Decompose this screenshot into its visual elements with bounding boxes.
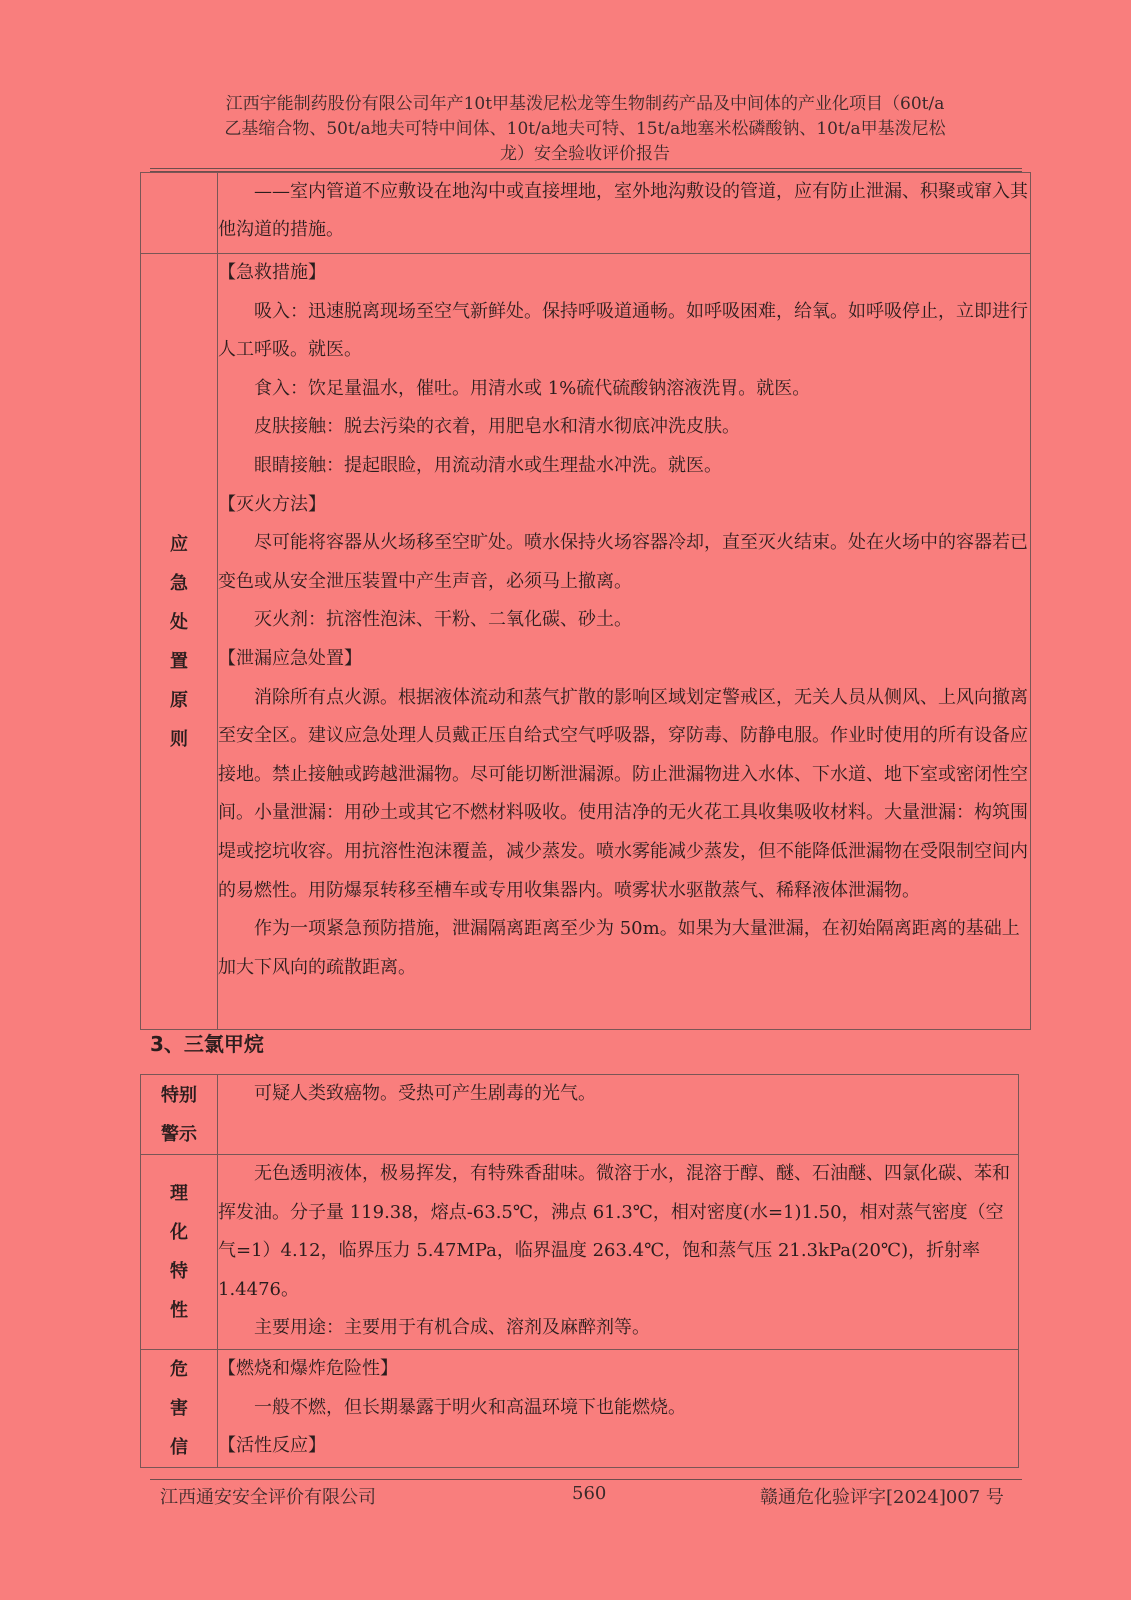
table-row [141,1350,1019,1468]
chloroform-table [140,1074,1019,1468]
header-line-3: 龙）安全验收评价报告 [500,144,670,164]
header-rule [150,168,1022,169]
section-title: 3、三氯甲烷 [150,1032,264,1056]
emergency-content [218,254,1031,1030]
fire-agent-text: 灭火剂：抗溶性泡沫、干粉、二氧化碳、砂土。 [254,609,632,631]
empty-label-cell [141,173,218,254]
warning-text: 可疑人类致癌物。受热可产生剧毒的光气。 [254,1083,596,1104]
leak-text: 消除所有点火源。根据液体流动和蒸气扩散的影响区域划定警戒区，无关人员从侧风、上风向撤离至安全区。建议应急处理人员戴正压自给式空气呼吸器，穿防毒、防静电服。作业时使用的所有设备应接地。禁止接触或跨越泄漏物。尽可能切断泄漏源。防止泄漏物进入水体、下水道、地下室或密闭性空间。小量泄漏：用砂土或其它不燃材料吸收。使用洁净的无火花工具收集吸收材料。大量泄漏：构筑围堤或挖坑收容。用抗溶性泡沫覆盖，减少蒸发。喷水雾能减少蒸发，但不能降低泄漏物在受限制空间内的易燃性。用防爆泵转移至槽车或专用收集器内。喷雾状水驱散蒸气、稀释液体泄漏物。 [218,686,1028,901]
hazard-content [218,1350,1019,1468]
table-row [141,173,1031,254]
footer-company: 江西通安安全评价有限公司 [160,1487,376,1508]
physchem-content [218,1155,1019,1350]
combustion-heading: 【燃烧和爆炸危险性】 [218,1358,398,1379]
leak-heading: 【泄漏应急处置】 [218,647,362,669]
warning-label: 特别 警示 [141,1075,218,1155]
combustion-text: 一般不燃，但长期暴露于明火和高温环境下也能燃烧。 [254,1396,686,1418]
skin-text: 皮肤接触：脱去污染的衣着，用肥皂水和清水彻底冲洗皮肤。 [254,416,740,438]
physchem-text: 无色透明液体，极易挥发，有特殊香甜味。微溶于水，混溶于醇、醚、石油醚、四氯化碳、苯和挥发油。分子量 119.38，熔点-63.5℃，沸点 61.3℃，相对密度(水=1)1.50，相对蒸气密度（空气=1）4.12，临界压力 5.47MPa，临界温度 263.4℃，饱和蒸气压 21.3kPa(20℃)，折射率 1.4476。 [218,1163,1010,1300]
piping-note-cell [218,173,1031,254]
isolation-text: 作为一项紧急预防措施，泄漏隔离距离至少为 50m。如果为大量泄漏，在初始隔离距离的基础上加大下风向的疏散距离。 [218,918,1020,978]
hazard-label: 危 害 信 [141,1350,218,1468]
table-row [141,1075,1019,1155]
eye-text: 眼睛接触：提起眼睑，用流动清水或生理盐水冲洗。就医。 [254,454,722,476]
reactivity-heading: 【活性反应】 [218,1435,326,1457]
physchem-label: 理 化 特 性 [141,1155,218,1350]
emergency-table [140,172,1031,1030]
physchem-use: 主要用途：主要用于有机合成、溶剂及麻醉剂等。 [254,1317,650,1339]
inhale-text: 吸入：迅速脱离现场至空气新鲜处。保持呼吸道通畅。如呼吸困难，给氧。如呼吸停止，立即进行人工呼吸。就医。 [218,300,1028,361]
warning-content [218,1075,1019,1155]
fire-heading: 【灭火方法】 [218,493,326,515]
document-number: 赣通危化验评字[2024]007 号 [760,1487,1004,1508]
ingest-text: 食入：饮足量温水，催吐。用清水或 1%硫代硫酸钠溶液洗胃。就医。 [254,377,811,399]
header-line-1: 江西宇能制药股份有限公司年产10t甲基泼尼松龙等生物制药产品及中间体的产业化项目（60t/a [225,94,945,114]
piping-note: ——室内管道不应敷设在地沟中或直接埋地，室外地沟敷设的管道，应有防止泄漏、积聚或窜入其他沟道的措施。 [218,181,1028,240]
table-row [141,254,1031,1030]
header-line-2: 乙基缩合物、50t/a地夫可特中间体、10t/a地夫可特、15t/a地塞米松磷酸钠、10t/a甲基泼尼松 [224,119,946,139]
first-aid-heading: 【急救措施】 [218,262,326,283]
table-row [141,1155,1019,1350]
page-number: 560 [572,1483,607,1504]
page-header [150,92,1020,167]
footer-rule [150,1479,1022,1480]
fire-text: 尽可能将容器从火场移至空旷处。喷水保持火场容器冷却，直至灭火结束。处在火场中的容器若已变色或从安全泄压装置中产生声音，必须马上撤离。 [218,532,1028,592]
emergency-label: 应 急 处 置 原 则 [141,254,218,1030]
